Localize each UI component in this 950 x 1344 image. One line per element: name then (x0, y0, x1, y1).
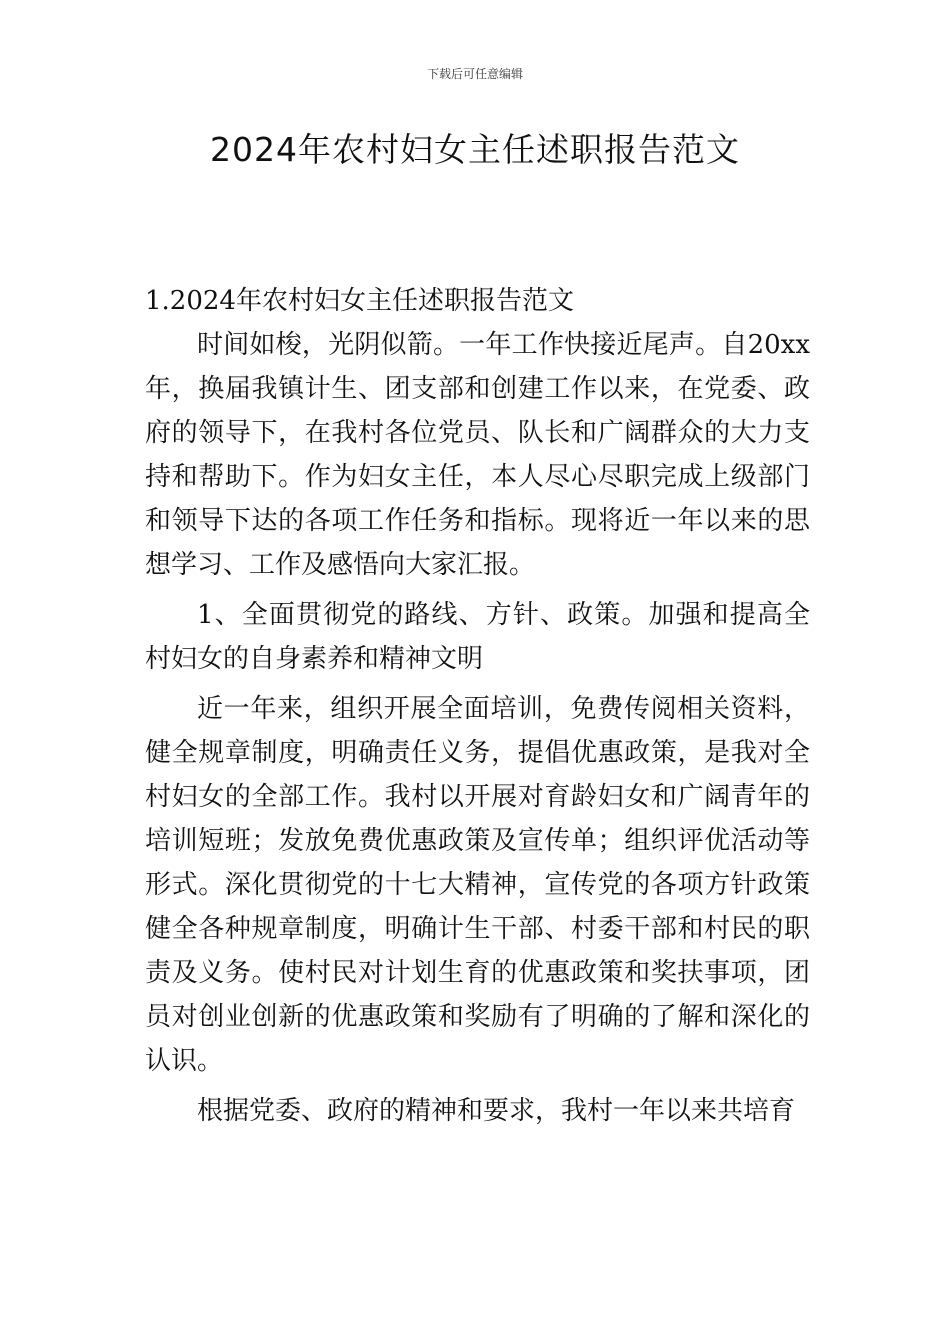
section-heading: 1.2024年农村妇女主任述职报告范文 (145, 286, 574, 316)
paragraph-intro: 时间如梭，光阴似箭。一年工作快接近尾声。自20xx年，换届我镇计生、团支部和创建工作以来，在党委、政府的领导下，在我村各位党员、队长和广阔群众的大力支持和帮助下。作为妇女主任，本人尽心尽职完成上级部门和领导下达的各项工作任务和指标。现将近一年以来的思想学习、工作及感悟向大家汇报。 (145, 330, 810, 580)
paragraph-point-1: 1、全面贯彻党的路线、方针、政策。加强和提高全村妇女的自身素养和精神文明 (145, 600, 810, 674)
paragraph-training: 近一年来，组织开展全面培训，免费传阅相关资料，健全规章制度，明确责任义务，提倡优惠政策，是我对全村妇女的全部工作。我村以开展对育龄妇女和广阔青年的培训短班；发放免费优惠政策及宣传单；组织评优活动等形式。深化贯彻党的十七大精神，宣传党的各项方针政策健全各种规章制度，明确计生干部、村委干部和村民的职责及义务。使村民对计划生育的优惠政策和奖扶事项，团员对创业创新的优惠政策和奖励有了明确的了解和深化的认识。 (145, 694, 810, 1076)
document-title: 2024年农村妇女主任述职报告范文 (210, 130, 740, 169)
document-body (145, 279, 810, 1139)
header-note: 下载后可任意编辑 (426, 67, 523, 81)
paragraph-continued: 根据党委、政府的精神和要求，我村一年以来共培育 (197, 1096, 796, 1126)
